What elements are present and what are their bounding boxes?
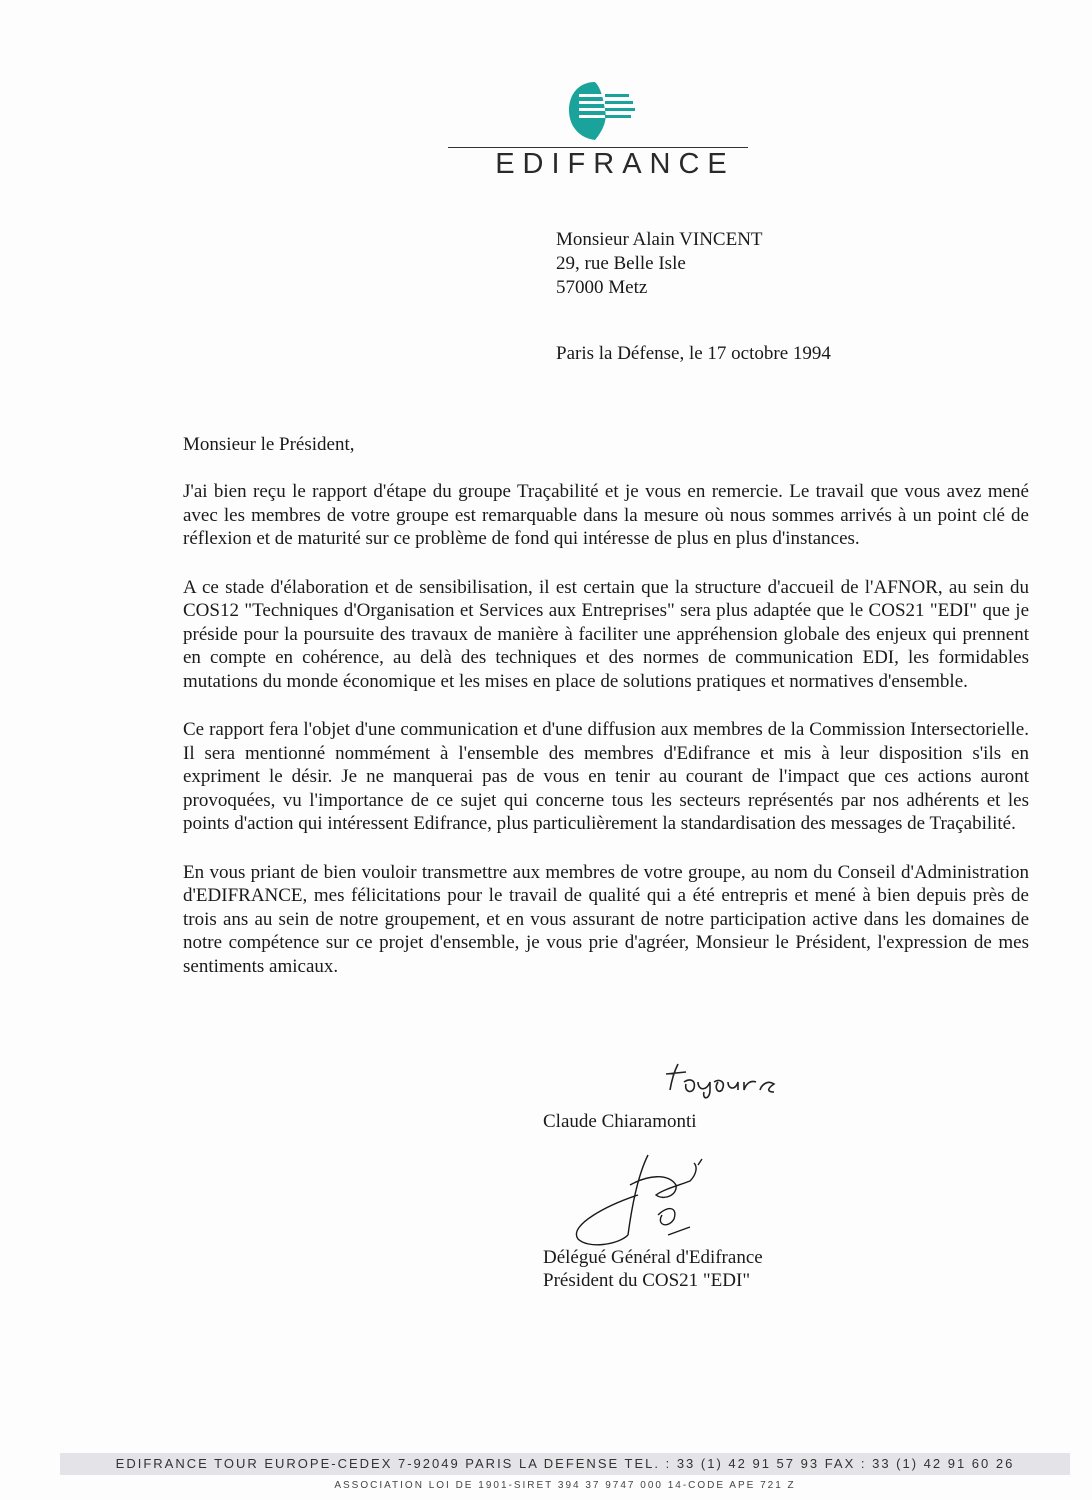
handwritten-note bbox=[662, 1060, 792, 1100]
recipient-address bbox=[556, 228, 763, 300]
footer-legal: ASSOCIATION LOI DE 1901-SIRET 394 37 9747 000 14-CODE APE 721 Z bbox=[334, 1480, 796, 1491]
recipient-city: 57000 Metz bbox=[556, 277, 648, 298]
company-name: EDIFRANCE bbox=[495, 148, 735, 180]
edifrance-emblem-icon bbox=[565, 80, 635, 142]
date-line: Paris la Défense, le 17 octobre 1994 bbox=[556, 343, 831, 364]
signatory-title: Délégué Général d'Edifrance bbox=[543, 1246, 763, 1268]
recipient-street: 29, rue Belle Isle bbox=[556, 253, 686, 274]
paragraph: Ce rapport fera l'objet d'une communication et d'une diffusion aux membres de la Commission Intersectorielle. Il sera mentionné nommément à l'ensemble des membres d'Edifrance et mis à leur disposition s'ils en expriment le désir. Je ne manquerai pas de vous en tenir au courant de l'impact que ces actions auront provoquées, vu l'importance de ce sujet qui concerne tous les secteurs représentés par nos adhérents et les points d'action qui intéressent Edifrance, plus particulièrement la standardisation des messages de Traçabilité. bbox=[183, 719, 1029, 834]
salutation: Monsieur le Président, bbox=[183, 434, 355, 455]
recipient-name: Monsieur Alain VINCENT bbox=[556, 229, 763, 250]
edifrance-logo bbox=[440, 80, 750, 180]
paragraph: J'ai bien reçu le rapport d'étape du groupe Traçabilité et je vous en remercie. Le travail que vous avez mené avec les membres de votre groupe est remarquable dans la mesure où nous sommes arrivés à un point clé de réflexion et de maturité sur ce problème de fond qui intéresse de plus en plus d'instances. bbox=[183, 481, 1029, 549]
paragraph: En vous priant de bien vouloir transmettre aux membres de votre groupe, au nom du Conseil d'Administration d'EDIFRANCE, mes félicitations pour le travail de qualité qui a été entrepris et mené à bien depuis près de trois ans au sein de notre groupement, et en vous assurant de notre participation active dans les domaines de notre compétence sur ce projet d'ensemble, je vous prie d'agréer, Monsieur le Président, l'expression de mes sentiments amicaux. bbox=[183, 861, 1029, 977]
paragraph: A ce stade d'élaboration et de sensibilisation, il est certain que la structure d'accueil de l'AFNOR, au sein du COS12 "Techniques d'Organisation et Services aux Entreprises" sera plus adaptée que le COS21 "EDI" que je préside pour la poursuite des travaux de manière à faciliter une appréhension globale des enjeux qui prennent en compte en cohérence, au delà des techniques et des normes de communication EDI, les formidables mutations du monde économique et les mises en place de solutions pratiques et normatives d'ensemble. bbox=[183, 576, 1029, 692]
letter-body bbox=[183, 480, 1029, 1003]
signatory-title: Président du COS21 "EDI" bbox=[543, 1270, 751, 1291]
signatory-name: Claude Chiaramonti bbox=[543, 1111, 697, 1132]
signature bbox=[568, 1145, 718, 1255]
footer-address: EDIFRANCE TOUR EUROPE-CEDEX 7-92049 PARIS LA DEFENSE TEL. : 33 (1) 42 91 57 93 FAX : 33 (1) 42 91 60 26 bbox=[60, 1453, 1070, 1475]
